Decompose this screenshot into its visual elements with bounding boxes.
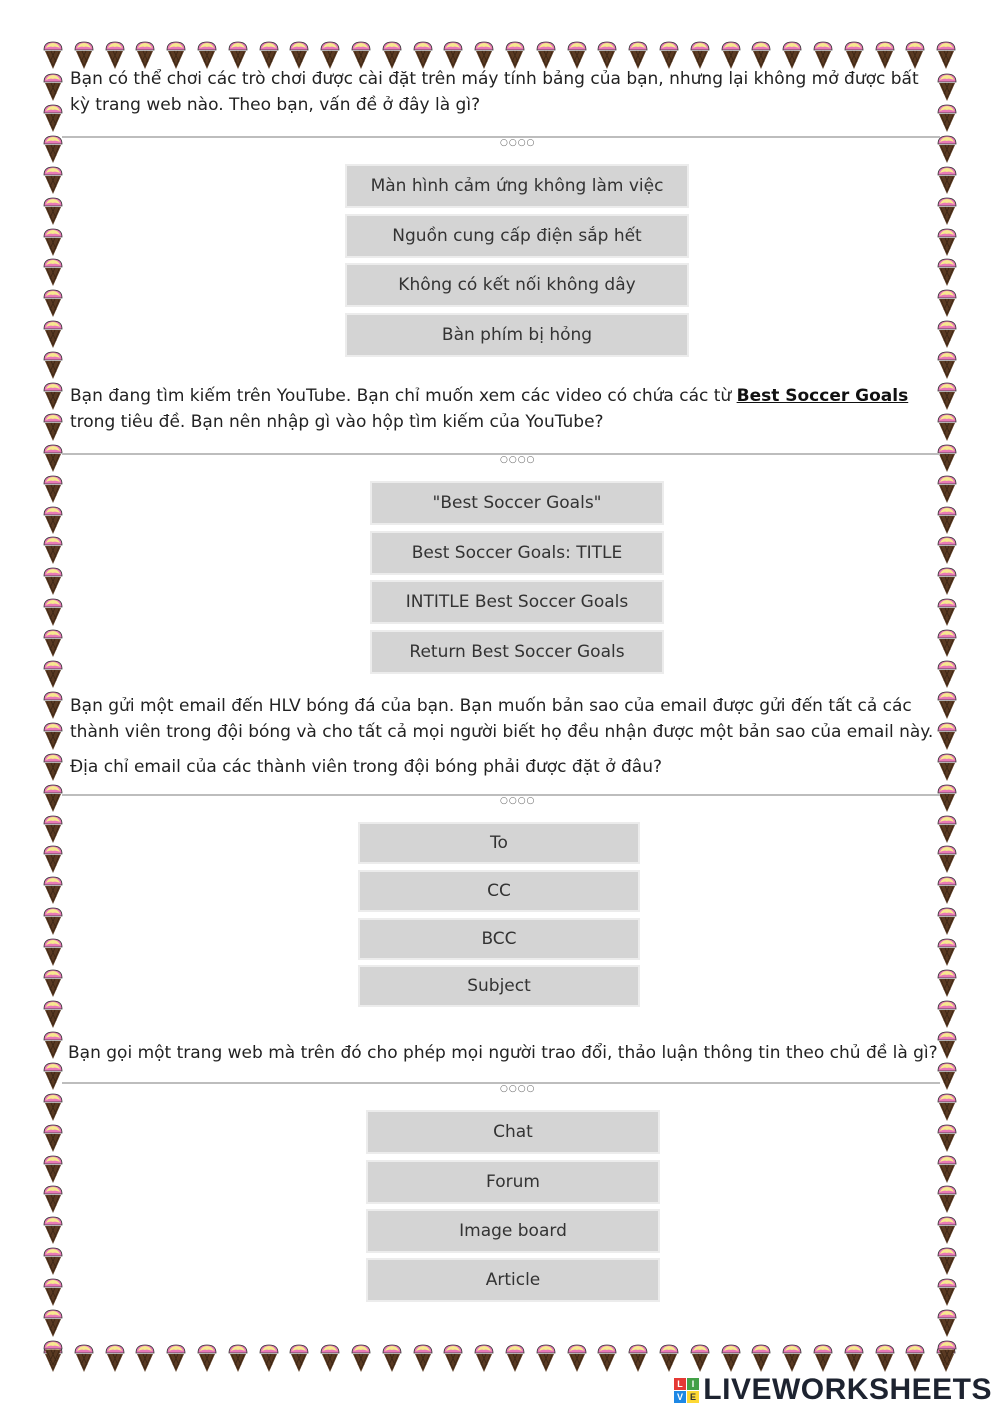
ice-cream-cone-icon xyxy=(936,597,958,627)
q3-option-4[interactable]: Subject xyxy=(358,965,640,1007)
ice-cream-cone-icon xyxy=(42,40,64,70)
ice-cream-cone-icon xyxy=(42,350,64,380)
ice-cream-cone-icon xyxy=(42,257,64,287)
brand-name: LIVEWORKSHEETS xyxy=(703,1373,992,1406)
q3-option-3[interactable]: BCC xyxy=(358,918,640,960)
ice-cream-cone-icon xyxy=(42,1123,64,1153)
ice-cream-cone-icon xyxy=(42,783,64,813)
ice-cream-cone-icon xyxy=(42,659,64,689)
ice-cream-cone-icon xyxy=(904,1343,926,1373)
ice-cream-cone-icon xyxy=(42,999,64,1029)
ice-cream-cone-icon xyxy=(473,1343,495,1373)
q4-option-2[interactable]: Forum xyxy=(366,1160,660,1204)
ice-cream-cone-icon xyxy=(73,1343,95,1373)
ice-cream-cone-icon xyxy=(936,937,958,967)
question-4-dots: ○○○○ xyxy=(500,1084,536,1094)
ice-cream-cone-icon xyxy=(42,875,64,905)
q2-option-4[interactable]: Return Best Soccer Goals xyxy=(370,630,664,674)
ice-cream-cone-icon xyxy=(936,566,958,596)
logo-letter-i: I xyxy=(687,1378,699,1390)
ice-cream-cone-icon xyxy=(42,1308,64,1338)
ice-cream-cone-icon xyxy=(258,1343,280,1373)
q4-option-1[interactable]: Chat xyxy=(366,1110,660,1154)
ice-cream-cone-icon xyxy=(812,1343,834,1373)
question-2-highlight: Best Soccer Goals xyxy=(736,386,909,406)
ice-cream-cone-icon xyxy=(874,1343,896,1373)
ice-cream-cone-icon xyxy=(42,844,64,874)
ice-cream-cone-icon xyxy=(720,1343,742,1373)
ice-cream-cone-icon xyxy=(42,134,64,164)
ice-cream-cone-icon xyxy=(42,1215,64,1245)
ice-cream-cone-icon xyxy=(42,505,64,535)
ice-cream-cone-icon xyxy=(596,1343,618,1373)
ice-cream-cone-icon xyxy=(42,1246,64,1276)
ice-cream-cone-icon xyxy=(227,1343,249,1373)
ice-cream-cone-icon xyxy=(42,1061,64,1091)
ice-cream-cone-icon xyxy=(42,165,64,195)
ice-cream-cone-icon xyxy=(42,1030,64,1060)
ice-cream-cone-icon xyxy=(936,535,958,565)
ice-cream-cone-icon xyxy=(165,1343,187,1373)
ice-cream-cone-icon xyxy=(936,257,958,287)
q4-option-3[interactable]: Image board xyxy=(366,1209,660,1253)
q4-option-4[interactable]: Article xyxy=(366,1258,660,1302)
ice-cream-cone-icon xyxy=(42,1339,64,1369)
ice-cream-cone-icon xyxy=(936,1277,958,1307)
ice-cream-cone-icon xyxy=(936,319,958,349)
ice-cream-cone-icon xyxy=(936,628,958,658)
ice-cream-cone-icon xyxy=(936,288,958,318)
ice-cream-cone-icon xyxy=(42,288,64,318)
ice-cream-cone-icon xyxy=(781,1343,803,1373)
question-4-text: Bạn gọi một trang web mà trên đó cho phép mọi người trao đổi, thảo luận thông tin theo chủ đề là gì? xyxy=(68,1043,938,1063)
ice-cream-cone-icon xyxy=(936,1339,958,1369)
ice-cream-cone-icon xyxy=(936,350,958,380)
ice-cream-cone-icon xyxy=(42,937,64,967)
ice-cream-cone-icon xyxy=(42,566,64,596)
liveworksheets-logo-icon xyxy=(674,1378,699,1403)
ice-cream-cone-icon xyxy=(936,968,958,998)
ice-cream-cone-icon xyxy=(936,443,958,473)
ice-cream-cone-icon xyxy=(42,1184,64,1214)
ice-cream-cone-icon xyxy=(42,906,64,936)
ice-cream-cone-icon xyxy=(134,1343,156,1373)
ice-cream-cone-icon xyxy=(566,1343,588,1373)
ice-cream-cone-icon xyxy=(42,721,64,751)
ice-cream-cone-icon xyxy=(936,1092,958,1122)
ice-cream-cone-icon xyxy=(936,783,958,813)
ice-cream-cone-icon xyxy=(936,474,958,504)
q1-option-3[interactable]: Không có kết nối không dây xyxy=(345,263,689,307)
question-1-dots: ○○○○ xyxy=(500,138,536,148)
ice-cream-cone-icon xyxy=(42,968,64,998)
ice-cream-cone-icon xyxy=(412,1343,434,1373)
ice-cream-cone-icon xyxy=(42,319,64,349)
question-2-text xyxy=(70,383,940,435)
q2-option-3[interactable]: INTITLE Best Soccer Goals xyxy=(370,580,664,624)
ice-cream-cone-icon xyxy=(936,1184,958,1214)
logo-letter-l: L xyxy=(674,1378,686,1390)
question-2-dots: ○○○○ xyxy=(500,455,536,465)
ice-cream-cone-icon xyxy=(196,1343,218,1373)
ice-cream-cone-icon xyxy=(936,1246,958,1276)
q3-option-2[interactable]: CC xyxy=(358,870,640,912)
ice-cream-cone-icon xyxy=(936,1154,958,1184)
ice-cream-cone-icon xyxy=(42,628,64,658)
ice-cream-cone-icon xyxy=(627,1343,649,1373)
ice-cream-cone-icon xyxy=(936,134,958,164)
q1-option-1[interactable]: Màn hình cảm ứng không làm việc xyxy=(345,164,689,208)
question-2-text-before: Bạn đang tìm kiếm trên YouTube. Bạn chỉ muốn xem các video có chứa các từ xyxy=(70,386,737,406)
ice-cream-cone-icon xyxy=(42,1277,64,1307)
ice-cream-cone-icon xyxy=(658,1343,680,1373)
ice-cream-cone-icon xyxy=(42,597,64,627)
ice-cream-cone-icon xyxy=(936,196,958,226)
question-1-text: Bạn có thể chơi các trò chơi được cài đặt trên máy tính bảng của bạn, nhưng lại không mở được bất kỳ trang web nào. Theo bạn, vấn đề ở đây là gì? xyxy=(70,69,919,115)
ice-cream-cone-icon xyxy=(936,844,958,874)
ice-cream-cone-icon xyxy=(535,1343,557,1373)
ice-cream-cone-icon xyxy=(504,1343,526,1373)
ice-cream-cone-icon xyxy=(42,381,64,411)
ice-cream-cone-icon xyxy=(843,1343,865,1373)
q1-option-4[interactable]: Bàn phím bị hỏng xyxy=(345,313,689,357)
ice-cream-cone-icon xyxy=(42,752,64,782)
question-3-text: Bạn gửi một email đến HLV bóng đá của bạn. Bạn muốn bản sao của email được gửi đến tất cả các thành viên trong đội bóng và cho tất cả mọi người biết họ đều nhận được một bản sao của email này. xyxy=(70,696,934,742)
ice-cream-cone-icon xyxy=(42,814,64,844)
ice-cream-cone-icon xyxy=(104,1343,126,1373)
ice-cream-cone-icon xyxy=(936,1308,958,1338)
ice-cream-cone-icon xyxy=(442,1343,464,1373)
ice-cream-cone-icon xyxy=(936,227,958,257)
ice-cream-cone-icon xyxy=(936,659,958,689)
ice-cream-cone-icon xyxy=(42,474,64,504)
liveworksheets-brand[interactable] xyxy=(674,1373,992,1407)
ice-cream-cone-icon xyxy=(936,1123,958,1153)
ice-cream-cone-icon xyxy=(288,1343,310,1373)
ice-cream-cone-icon xyxy=(42,1154,64,1184)
ice-cream-cone-icon xyxy=(42,103,64,133)
question-3-subtext: Địa chỉ email của các thành viên trong đội bóng phải được đặt ở đâu? xyxy=(70,757,662,777)
ice-cream-cone-icon xyxy=(42,72,64,102)
ice-cream-cone-icon xyxy=(750,1343,772,1373)
ice-cream-cone-icon xyxy=(936,1215,958,1245)
ice-cream-cone-icon xyxy=(350,1343,372,1373)
ice-cream-cone-icon xyxy=(319,1343,341,1373)
q3-option-1[interactable]: To xyxy=(358,822,640,864)
q2-option-1[interactable]: "Best Soccer Goals" xyxy=(370,481,664,525)
ice-cream-cone-icon xyxy=(42,535,64,565)
ice-cream-cone-icon xyxy=(381,1343,403,1373)
ice-cream-cone-icon xyxy=(936,814,958,844)
q2-option-2[interactable]: Best Soccer Goals: TITLE xyxy=(370,531,664,575)
question-2-text-after: trong tiêu đề. Bạn nên nhập gì vào hộp tìm kiếm của YouTube? xyxy=(70,412,604,432)
ice-cream-cone-icon xyxy=(936,999,958,1029)
ice-cream-cone-icon xyxy=(936,165,958,195)
ice-cream-cone-icon xyxy=(689,1343,711,1373)
ice-cream-cone-icon xyxy=(42,443,64,473)
ice-cream-cone-icon xyxy=(936,906,958,936)
ice-cream-cone-icon xyxy=(42,690,64,720)
ice-cream-cone-icon xyxy=(42,412,64,442)
logo-letter-e: E xyxy=(687,1391,699,1403)
ice-cream-cone-icon xyxy=(936,505,958,535)
ice-cream-cone-icon xyxy=(42,196,64,226)
ice-cream-cone-icon xyxy=(936,875,958,905)
question-3-dots: ○○○○ xyxy=(500,796,536,806)
q1-option-2[interactable]: Nguồn cung cấp điện sắp hết xyxy=(345,214,689,258)
logo-letter-v: V xyxy=(674,1391,686,1403)
ice-cream-cone-icon xyxy=(42,227,64,257)
ice-cream-cone-icon xyxy=(42,1092,64,1122)
